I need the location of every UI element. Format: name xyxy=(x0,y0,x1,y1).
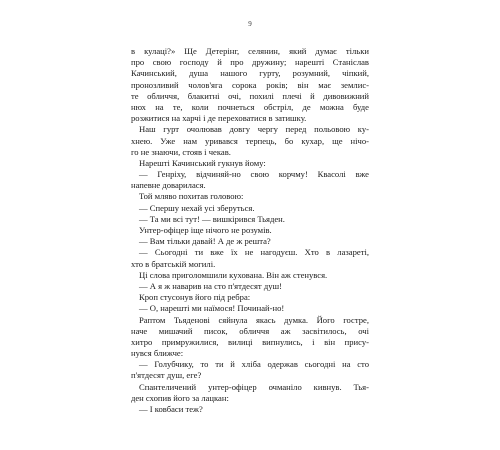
text-line: — О, нарешті ми наїмося! Починай-но! xyxy=(139,303,285,314)
text-line: нувся ближче: xyxy=(131,348,184,359)
text-line: хитро примружилися, вилиці випнулись, і він прису- xyxy=(131,336,369,347)
text-line: хто в братській могилі. xyxy=(131,258,216,269)
text-line: — Вам тільки давай! А де ж решта? xyxy=(139,236,271,247)
text-line: Раптом Тьяденові сяйнула якась думка. Його гостре, xyxy=(139,314,369,325)
text-line: — Сьогодні ти вже їх не нагодуєш. Хто в лазареті, xyxy=(139,247,369,258)
text-line: Унтер-офіцер іще нічого не розумів. xyxy=(139,225,272,235)
text-line: — Голубчику, то ти й хліба одержав сьогодні на сто xyxy=(139,359,369,370)
text-line: Качинський, душа нашого гурту, розумний, чіпкий, xyxy=(131,68,369,79)
text-line: нюх на те, коли почнеться обстріл, де можна буде xyxy=(131,101,369,112)
text-line: — І ковбаси теж? xyxy=(139,404,203,414)
text-line: Той мляво похитав головою: xyxy=(139,191,244,202)
text-line: п'ятдесят душ, еге? xyxy=(131,370,202,381)
text-line: про свою господу й про дружину; нарешті Станіслав xyxy=(131,57,369,68)
text-line: пронозливий чолов'яга сорока років; він має землис- xyxy=(131,79,369,90)
text-line: Спантеличений унтер-офіцер очманіло кивнув. Тья- xyxy=(139,381,369,392)
text-line: — Генріху, відчиняй-но свою корчму! Квасолі вже xyxy=(139,169,369,180)
text-block xyxy=(131,46,369,415)
text-line: розжитися на харчі і де переховатися в затишку. xyxy=(131,113,307,124)
page-number: 9 xyxy=(248,20,252,28)
text-line: хнею. Уже нам уривався терпець, бо кухар, ще нічо- xyxy=(131,135,369,146)
text-line: Ці слова приголомшили кухована. Він аж стенувся. xyxy=(139,269,328,280)
text-line: — А я ж наварив на сто п'ятдесят душ! xyxy=(139,280,282,291)
text-line: Нарешті Качинський гукнув йому: xyxy=(139,157,266,168)
text-line: го не знаючи, стояв і чекав. xyxy=(131,146,231,157)
text-line: ден схопив його за лацкан: xyxy=(131,392,229,403)
text-line: в кулаці?» Ще Детерінг, селянин, який думає тільки xyxy=(131,46,369,56)
text-line: — Спершу нехай усі зберуться. xyxy=(139,202,255,213)
text-line: — Та ми всі тут! — вишкірився Тьяден. xyxy=(139,213,285,224)
text-line: напевне доварилася. xyxy=(131,180,206,191)
text-line: Кроп стусонув його під ребра: xyxy=(139,292,251,303)
text-line: те обличчя, блакитні очі, похилі плечі й дивовижний xyxy=(131,90,369,101)
text-line: Наш гурт очолював довгу чергу перед польовою ку- xyxy=(139,124,369,135)
text-line: наче мишачий писок, обличчя аж засвітилось, очі xyxy=(131,325,369,336)
